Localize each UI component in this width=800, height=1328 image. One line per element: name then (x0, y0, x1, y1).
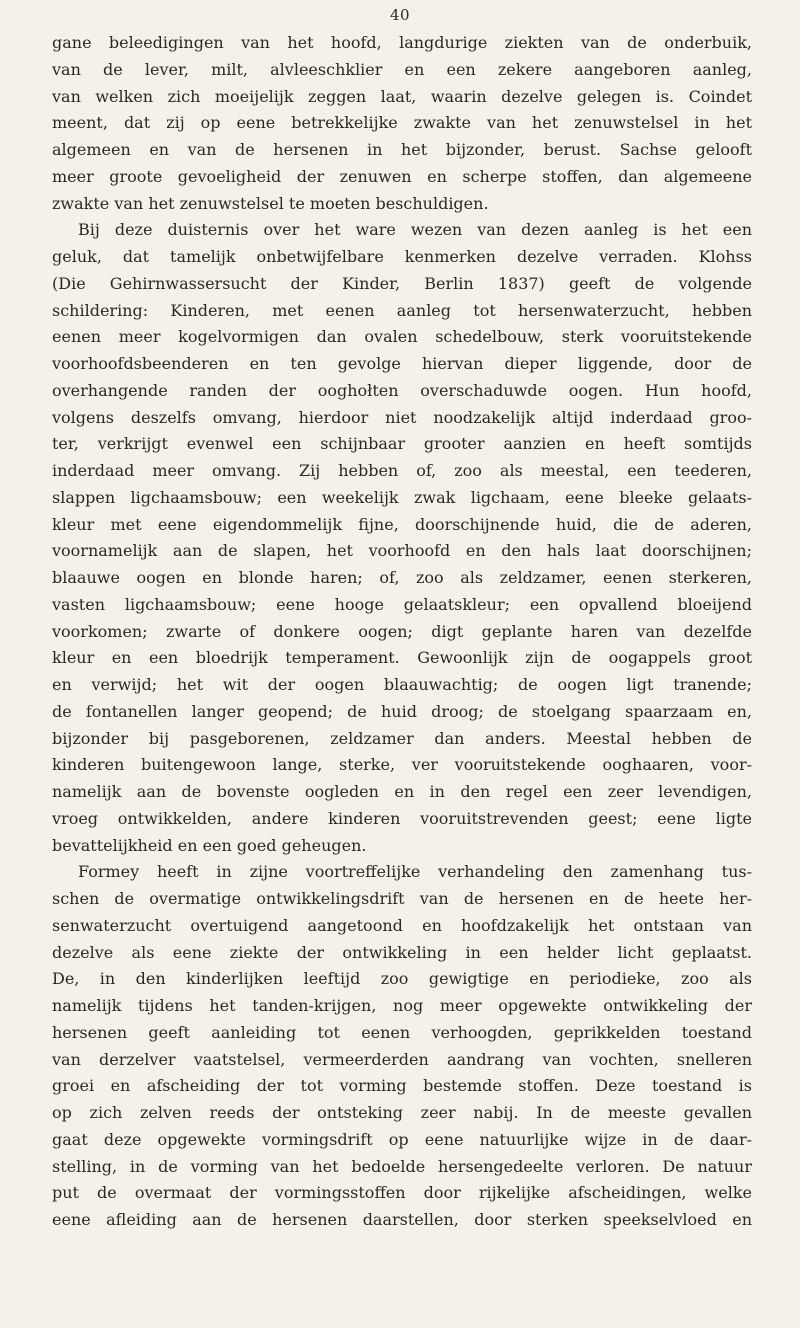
text-line: eenen meer kogelvormigen dan ovalen schedelbouw, sterk vooruitstekende (52, 327, 752, 347)
text-line: (Die Gehirnwassersucht der Kinder, Berlin 1837) geeft de volgende (52, 273, 752, 293)
text-line: voornamelijk aan de slapen, het voorhoofd en den hals laat doorschijnen; (52, 541, 752, 561)
text-line: op zich zelven reeds der ontsteking zeer nabij. In de meeste gevallen (52, 1103, 752, 1122)
text-line: overhangende randen der ooghołten overschaduwde oogen. Hun hoofd, (52, 380, 752, 400)
text-line: gaat deze opgewekte vormingsdrift op eene natuurlijke wijze in de daar- (52, 1129, 752, 1149)
text-line: schildering: Kinderen, met eenen aanleg tot hersenwaterzucht, hebben (52, 300, 752, 320)
text-line: meent, dat zij op eene betrekkelijke zwakte van het zenuwstelsel in het (52, 113, 752, 133)
text-line: van derzelver vaatstelsel, vermeerderden aandrang van vochten, snelleren (52, 1049, 752, 1069)
text-line: Formey heeft in zijne voortreffelijke verhandeling den zamenhang tus- (78, 862, 752, 882)
text-line: zwakte van het zenuwstelsel te moeten beschuldigen. (52, 193, 489, 213)
text-line: volgens deszelfs omvang, hierdoor niet noodzakelijk altijd inderdaad groo- (52, 407, 752, 427)
text-line: van de lever, milt, alvleeschklier en een zekere aangeboren aanleg, (52, 59, 752, 79)
text-line: bijzonder bij pasgeborenen, zeldzamer dan anders. Meestal hebben de (52, 728, 752, 748)
page-number: 40 (389, 6, 411, 24)
text-line: Bij deze duisternis over het ware wezen van dezen aanleg is het een (78, 220, 752, 240)
text-line: vasten ligchaamsbouw; eene hooge gelaatskleur; een opvallend bloeijend (52, 594, 752, 614)
text-line: inderdaad meer omvang. Zij hebben of, zoo als meestal, een teederen, (52, 461, 752, 480)
text-line: gane beleedigingen van het hoofd, langdurige ziekten van de onderbuik, (52, 33, 752, 52)
text-line: senwaterzucht overtuigend aangetoond en hoofdzakelijk het ontstaan van (52, 915, 752, 935)
text-line: blaauwe oogen en blonde haren; of, zoo als zeldzamer, eenen sterkeren, (52, 568, 752, 587)
body-text (52, 30, 752, 1234)
text-line: dezelve als eene ziekte der ontwikkeling in een helder licht geplaatst. (52, 942, 752, 962)
text-line: geluk, dat tamelijk onbetwijfelbare kenmerken dezelve verraden. Klohss (52, 247, 752, 266)
text-line: schen de overmatige ontwikkelingsdrift van de hersenen en de heete her- (52, 889, 752, 908)
text-line: kleur met eene eigendommelijk fijne, doorschijnende huid, die de aderen, (52, 514, 752, 534)
text-line: kleur en een bloedrijk temperament. Gewoonlijk zijn de oogappels groot (52, 648, 752, 668)
text-line: ter, verkrijgt evenwel een schijnbaar grooter aanzien en heeft somtijds (52, 434, 752, 454)
text-line: eene afleiding aan de hersenen daarstellen, door sterken speekselvloed en (52, 1210, 752, 1229)
text-line: voorhoofdsbeenderen en ten gevolge hiervan dieper liggende, door de (52, 354, 752, 373)
text-line: voorkomen; zwarte of donkere oogen; digt geplante haren van dezelfde (52, 621, 752, 641)
text-line: de fontanellen langer geopend; de huid droog; de stoelgang spaarzaam en, (52, 701, 752, 721)
text-line: namelijk tijdens het tanden-krijgen, nog meer opgewekte ontwikkeling der (52, 996, 752, 1015)
text-line: algemeen en van de hersenen in het bijzonder, berust. Sachse gelooft (52, 140, 752, 159)
text-line: groei en afscheiding der tot vorming bestemde stoffen. Deze toestand is (52, 1076, 752, 1096)
text-line: hersenen geeft aanleiding tot eenen verhoogden, geprikkelden toestand (52, 1022, 752, 1042)
text-line: put de overmaat der vormingsstoffen door rijkelijke afscheidingen, welke (52, 1183, 752, 1203)
text-line: namelijk aan de bovenste oogleden en in den regel een zeer levendigen, (52, 782, 752, 801)
text-line: en verwijd; het wit der oogen blaauwachtig; de oogen ligt tranende; (52, 675, 752, 694)
text-line: vroeg ontwikkelden, andere kinderen vooruitstrevenden geest; eene ligte (52, 808, 752, 828)
text-line: De, in den kinderlijken leeftijd zoo gewigtige en periodieke, zoo als (52, 969, 752, 989)
text-line: meer groote gevoeligheid der zenuwen en scherpe stoffen, dan algemeene (52, 166, 752, 186)
text-line: kinderen buitengewoon lange, sterke, ver vooruitstekende ooghaaren, voor- (52, 755, 752, 775)
text-line: bevattelijkheid en een goed geheugen. (52, 835, 367, 855)
text-line: van welken zich moeijelijk zeggen laat, waarin dezelve gelegen is. Coindet (52, 86, 752, 106)
text-line: slappen ligchaamsbouw; een weekelijk zwak ligchaam, eene bleeke gelaats- (52, 487, 752, 507)
text-line: stelling, in de vorming van het bedoelde hersengedeelte verloren. De natuur (52, 1156, 752, 1176)
